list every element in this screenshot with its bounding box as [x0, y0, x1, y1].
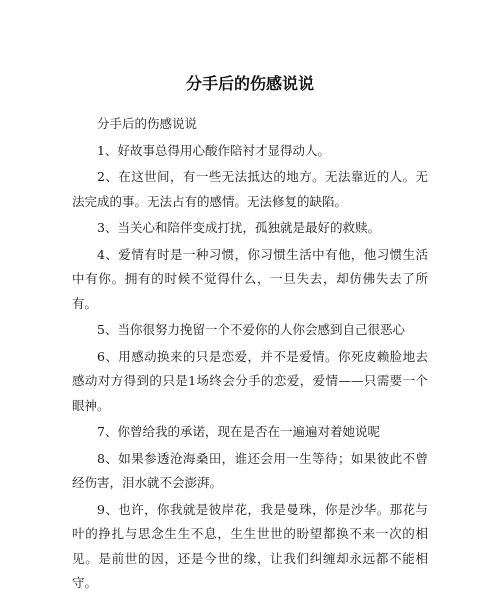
paragraph-8: 8、如果参透沧海桑田，谁还会用一生等待；如果彼此不曾经伤害，泪水就不会澎湃。 [72, 450, 428, 490]
paragraph-6: 6、用感动换来的只是恋爱，并不是爱情。你死皮赖脸地去感动对方得到的只是1场终会分手的恋爱，爱情——只需要一个眼神。 [72, 348, 428, 413]
paragraph-7: 7、你曾给我的承诺，现在是否在一遍遍对着她说呢 [97, 424, 380, 439]
paragraph-4: 4、爱情有时是一种习惯，你习惯生活中有他，他习惯生活中有你。拥有的时候不觉得什么，一旦失去，却仿佛失去了所有。 [72, 246, 428, 311]
paragraph-1: 1、好故事总得用心酸作陪衬才显得动人。 [97, 142, 330, 158]
paragraph-9: 9、也许，你我就是彼岸花，我是曼珠，你是沙华。那花与叶的挣扎与思念生生不息，生生世世的盼望都换不来一次的相见。是前世的因，还是今世的缘，让我们纠缠却永远都不能相守。 [72, 501, 428, 590]
paragraph-3: 3、当关心和陪伴变成打扰，孤独就是最好的救赎。 [97, 220, 380, 235]
document-title: 分手后的伤感说说 [185, 74, 314, 93]
document-body [72, 112, 428, 598]
paragraph-2: 2、在这世间，有一些无法抵达的地方。无法靠近的人。无法完成的事。无法占有的感情。无法修复的缺陷。 [72, 169, 428, 209]
paragraph-subtitle: 分手后的伤感说说 [97, 116, 198, 131]
paragraph-5: 5、当你很努力挽留一个不爱你的人你会感到自己很恶心 [97, 322, 405, 337]
